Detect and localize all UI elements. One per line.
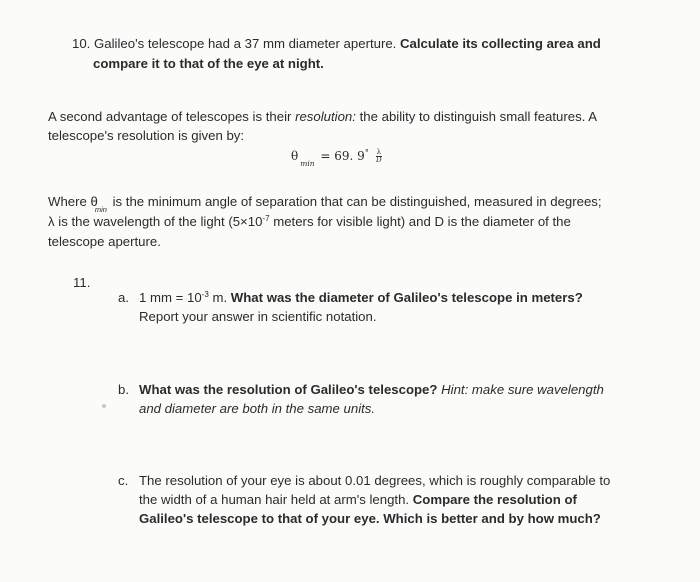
question-11a-marker: a. [118,290,129,305]
question-11c-line-2 [139,491,577,509]
q11b-bold-question: What was the resolution of Galileo's telescope? [139,382,438,397]
q11c-text: the width of a human hair held at arm's length. [139,492,410,507]
formula-degree: ° [364,148,369,157]
formula-numerator: λ [376,148,382,156]
question-10-text: Galileo's telescope had a 37 mm diameter aperture. [94,36,397,51]
q11a-text-a: 1 mm = 10 [139,290,202,305]
q11c-bold-a: Compare the resolution of [412,492,577,507]
question-11-number: 11. [73,275,91,290]
resolution-formula [291,148,382,168]
formula-theta: θ [291,149,299,163]
intro-text-b: the ability to distinguish small features. A [359,109,598,124]
question-11a-line-1 [139,289,583,307]
where-line-2 [48,213,571,231]
question-11a-line-2: Report your answer in scientific notation. [139,309,377,324]
question-11c-marker: c. [118,473,129,488]
where-subscript-min: min [94,205,107,214]
where-text-d: meters for visible light) and D is the diameter of the [273,214,571,229]
question-11c-line-3: Galileo's telescope to that of your eye. Which is better and by how much? [139,511,601,526]
where-line-1 [48,193,602,213]
intro-text-a: A second advantage of telescopes is their [48,109,292,124]
q11a-text-b: m. [212,290,228,305]
formula-constant: = 69. 9 [320,149,365,163]
question-11b-line-2: and diameter are both in the same units. [139,401,376,416]
where-line-3: telescope aperture. [48,234,161,249]
intro-line-1 [48,108,597,126]
question-10-number: 10. [72,36,91,51]
scan-speck [102,404,106,408]
question-10-line-1 [72,35,601,53]
formula-fraction [376,149,382,164]
where-text-c: λ is the wavelength of the light (5×10 [48,214,263,229]
question-11c-line-1: The resolution of your eye is about 0.01 degrees, which is roughly comparable to [139,473,611,488]
question-10-bold-text: Calculate its collecting area and [400,36,601,51]
where-exponent: -7 [262,214,270,223]
question-11b-line-1 [139,381,604,399]
q11a-bold-question: What was the diameter of Galileo's telescope in meters? [230,290,583,305]
question-10-line-2: compare it to that of the eye at night. [93,56,324,71]
formula-denominator: D [376,156,382,164]
formula-subscript-min: min [300,159,315,168]
intro-italic-resolution: resolution: [295,109,356,124]
question-11b-marker: b. [118,382,129,397]
where-text-b: is the minimum angle of separation that can be distinguished, measured in degrees; [112,194,602,209]
intro-line-2: telescope's resolution is given by: [48,128,245,143]
q11b-hint: Hint: make sure wavelength [441,382,604,397]
q11a-exponent: -3 [201,290,209,299]
where-text-a: Where θ [48,194,98,209]
